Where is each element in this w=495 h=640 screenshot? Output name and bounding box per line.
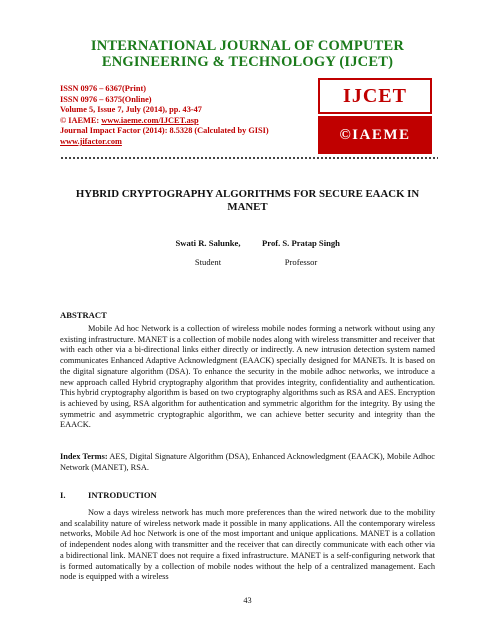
iaeme-logo-text: ©IAEME — [318, 116, 432, 154]
ijcet-logo-text: IJCET — [318, 78, 432, 114]
author-2-role: Professor — [284, 257, 318, 267]
paper-title: HYBRID CRYPTOGRAPHY ALGORITHMS FOR SECURE EAACK IN MANET — [75, 188, 420, 213]
introduction-text: Now a days wireless network has much more preferences than the wired network due to the mobility and scalability nature of wireless network made it possible in many applications. All the contemporary wireless networks, Mobile Ad hoc Network is one of the most important and unique applications. MANET is a collation of independent nodes along with transmitter and the receiver that can directly communicate with each other via a bidirectional link. MANET does not require a fixed infrastructure. MANET is a self-configuring network that is formed automatically by a collection of mobile nodes without the help of a centralized management. Each node is equipped with a wireless — [60, 508, 435, 582]
author-1 — [163, 238, 253, 268]
index-terms-label: Index Terms: — [60, 452, 108, 461]
section-number: I. — [60, 490, 66, 500]
iaeme-prefix: © IAEME: — [60, 115, 102, 125]
section-title: INTRODUCTION — [88, 490, 157, 500]
iaeme-line — [60, 116, 310, 127]
author-1-role: Student — [194, 257, 222, 267]
index-terms-text: AES, Digital Signature Algorithm (DSA), Enhanced Acknowledgment (EAACK), Mobile Adhoc Network (MANET), RSA. — [60, 452, 435, 472]
volume-info: Volume 5, Issue 7, July (2014), pp. 43-47 — [60, 105, 202, 115]
index-terms — [60, 452, 435, 473]
section-heading — [60, 490, 157, 500]
iaeme-link[interactable]: www.iaeme.com/IJCET.asp — [101, 115, 199, 125]
page-number: 43 — [243, 596, 252, 605]
impact-factor: Journal Impact Factor (2014): 8.5328 (Calculated by GISI) — [60, 126, 269, 136]
author-2-name: Prof. S. Pratap Singh — [262, 238, 340, 248]
issn-print: ISSN 0976 – 6367(Print) — [60, 84, 146, 93]
dotted-divider — [60, 156, 438, 160]
ijcet-logo — [318, 78, 432, 154]
author-2 — [246, 238, 356, 268]
author-1-name: Swati R. Salunke, — [175, 238, 241, 248]
journal-title: INTERNATIONAL JOURNAL OF COMPUTER ENGINEERING & TECHNOLOGY (IJCET) — [90, 38, 405, 70]
abstract-heading: ABSTRACT — [60, 310, 107, 320]
issn-online: ISSN 0976 – 6375(Online) — [60, 94, 152, 104]
abstract-text: Mobile Ad hoc Network is a collection of wireless mobile nodes forming a network without using any existing infrastructure. MANET is a collection of mobile nodes along with wireless transmitter and receiver that with each other via a bi-directional links either directly or indirectly. A new intrusion detection system named communicates Enhanced Adaptive Acknowledgment (EAACK) specially designed for MANETs. It is based on the digital signature algorithm (DSA). To enhance the security in the mobile adhoc networks, we introduce a new approach called Hybrid cryptography algorithm that provides integrity, confidentiality and authentication. This hybrid cryptography algorithm is based on two cryptography algorithms such as RSA and AES. Encryption is achieved by using, RSA algorithm for authentication and symmetric algorithm for the integrity. By using the symmetric and asymmetric cryptographic algorithm, we can achieve better security and integrity than the EAACK. — [60, 324, 435, 430]
jifactor-link[interactable]: www.jifactor.com — [60, 136, 122, 146]
journal-metadata — [60, 84, 310, 148]
